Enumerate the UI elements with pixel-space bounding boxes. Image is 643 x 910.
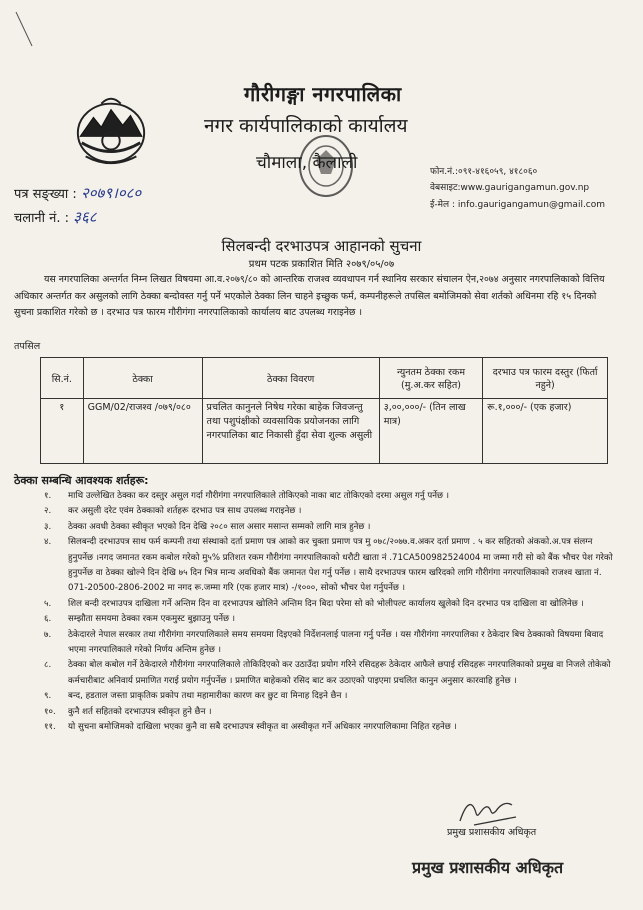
conditions-heading: ठेक्का सम्बन्धि आवश्यक शर्तहरू: [14, 474, 149, 487]
header-min-amount: न्युनतम ठेक्का रकम (मु.अ.कर सहित) [379, 358, 482, 399]
signatory-stamp: प्रमुख प्रशासकीय अधिकृत [412, 858, 564, 877]
header-contract: ठेक्का [83, 358, 202, 399]
office-place: चौमाला, कैलाली [256, 153, 358, 173]
patra-value: २०७९।०८० [80, 184, 142, 202]
item-number: ३. [44, 521, 52, 532]
item-text: कुनै शर्त सहितको दरभाउपत्र स्वीकृत हुने छैन । [68, 706, 212, 717]
table-header-row [41, 358, 608, 399]
item-text: ठेक्का अवधी ठेक्का स्वीकृत भएको दिन देखि २०८० साल असार मसान्त सम्मको लागि मात्र हुनेछ । [68, 521, 371, 532]
item-number: १. [44, 491, 52, 501]
tapsil-label: तपसिल [14, 341, 41, 352]
office-name: नगर कार्यपालिकाको कार्यालय [204, 115, 408, 137]
item-text: कर असुली दरेट एवंम ठेक्काको शर्तहरू दरभाउ पत्र साथ उपलब्ध गराइनेछ । [68, 506, 302, 517]
item-text: माथि उल्लेखित ठेक्का कर दस्तुर असुल गर्दा गौरीगंगा नगरपालिकाले तोकिएको नाका बाट तोकिएको दरमा असुल गर्नु पर्नेछ । [68, 491, 450, 501]
item-number: ६. [44, 614, 52, 625]
item-number: ५. [44, 598, 52, 609]
list-item [44, 520, 614, 535]
item-number: ९. [44, 691, 52, 702]
item-number: ७. [44, 629, 52, 640]
cell-fee: रू.१,०००/- (एक हजार) [483, 399, 608, 464]
header-form-fee: दरभाउ पत्र फारम दस्तुर (फिर्ता नहुने) [483, 358, 608, 399]
cell-sn: १ [41, 399, 84, 464]
list-item [44, 597, 614, 612]
chalani-number [14, 207, 97, 227]
item-number: ४. [44, 537, 52, 548]
cell-code: GGM/02/राजश्व /०७९/०८० [83, 399, 202, 464]
conditions-list [44, 489, 614, 736]
intro-paragraph: यस नगरपालिका अन्तर्गत निम्न लिखत विषयमा आ.व.२०७९/८० को आन्तरिक राजश्व व्यवधापन गर्न स्थानिय सरकार संचालन ऐन,२०७४ अनुसार नगरपालिकाको वित्तिय अधिकार अन्तर्गत कर असुलको लागि ठेक्का बन्दोवस्त गर्नु पर्ने भएकोले ठेक्का लिन चाहने इच्छुक फर्म, कम्पनीहरूले तपसिल बमोजिमको सेवा शर्तको अधिनमा रहि १५ दिनको सुचना प्रकाशित गरेको छ । दरभाउ पत्र फारम गौरीगंगा नगरपालिकाको कार्यालय बाट उपलब्ध गराइनेछ । [14, 274, 605, 319]
item-text: यो सुचना बमोजिमको दाखिला भएका कुनै वा सबै दरभाउपत्र स्वीकृत वा अस्वीकृत गर्ने अधिकार नगरपालिकामा निहित रहनेछ । [68, 722, 457, 733]
contact-website[interactable]: वेबसाइट:www.gaurigangamun.gov.np [430, 183, 590, 193]
chalani-value: ३६८ [73, 208, 97, 226]
item-number: २. [44, 506, 52, 517]
list-item [44, 720, 614, 735]
item-text: सम्झौता समयमा ठेक्का रकम एकमुस्ट बुझाउनु पर्नेछ । [68, 614, 236, 625]
table-row [41, 399, 608, 464]
chalani-label: चलानी नं. : [14, 211, 70, 226]
item-number: ११. [44, 722, 56, 733]
signature-icon [456, 795, 520, 829]
header-detail: ठेक्का विवरण [202, 358, 379, 399]
item-number: १०. [44, 706, 56, 717]
list-item [44, 628, 614, 659]
corner-mark [14, 10, 34, 50]
list-item [44, 612, 614, 627]
header-sn: सि.नं. [41, 358, 84, 399]
publish-date: प्रथम पटक प्रकाशित मिति २०७९/०५/०७ [248, 259, 395, 270]
item-text: सिलबन्दी दरभाउपत्र साथ फर्म कम्पनी तथा संस्थाको दर्ता प्रमाण पत्र आको कर चुक्ता प्रमाण पत्र मु ०७८/२०७७.व.अकर दर्ता प्रमाण . ५ कर सहितको अंकको.अ.पत्र संलग्न हुनुपर्नेछ ।नगद जमानत रकम कबोल गरेको मु५% प्रतिशत रकम गौरीगंगा नगरपालिकाको धरौटी खाता नं .71CA500982524004 मा जम्मा गरी सो को बैंक भौचर पेश गरेको हुनुपर्नेछ वा ठेक्का खोल्ने दिन देखि ७५ दिन भित्र मान्य अवधिको बैंक जमानत पेश गर्नु पर्नेछ । साथै दरभाउपत्र फारम खरिदको लागि गौरीगंगा नगरपालिकाको राजश्व खाता नं. 071-20500-2806-2002 मा नगद रू.जम्मा गरि (एक हजार मात्र) -/१०००, सोको भौचर पेश गर्नुपर्नेछ । [68, 537, 613, 594]
item-text: शिल बन्दी दरभाउपत्र दाखिला गर्ने अन्तिम दिन वा दरभाउपत्र खोलिने अन्तिम दिन बिदा परेमा सो को भोलीपल्ट कार्यालय खुलेको दिन दरभाउ पत्र दाखिला वा खोलिनेछ । [68, 598, 584, 609]
cell-amount: ३,००,०००/- (तिन लाख मात्र) [379, 399, 482, 464]
cell-detail: प्रचलित कानुनले निषेध गरेका बाहेक जिवजन्तु तथा पशुपंक्षीको व्यवसायिक प्रयोजनका लागि नगरपालिका बाट निकासी हुँदा सेवा शुल्क असुली [202, 399, 379, 464]
item-number: ८. [44, 660, 52, 671]
item-text: ठेकेदारले नेपाल सरकार तथा गौरीगंगा नगरपालिकाले समय समयमा दिइएको निर्देशनलाई पालना गर्नु पर्नेछ । यस गौरीगंगा नगरपालिका र ठेकेदार बिच ठेक्काको विषयमा बिवाद भएमा नगरपालिकाले गरेको निर्णय अन्तिम हुनेछ । [68, 629, 604, 656]
list-item [44, 705, 614, 720]
list-item [44, 689, 614, 704]
nepal-emblem-icon [72, 92, 150, 170]
list-item [44, 535, 614, 597]
signatory-title: प्रमुख प्रशासकीय अधिकृत [447, 827, 537, 838]
contact-email[interactable]: ई-मेल : info.gaurigangamun@gmail.com [430, 200, 606, 210]
patra-label: पत्र सङ्ख्या : [14, 187, 77, 202]
contract-table [40, 357, 608, 464]
item-text: ठेक्का बोल कबोल गर्ने ठेकेदारले गौरीगंगा नगरपालिकाले तोकिदिएको कर उठाउँदा प्रयोग गरिने रसिदहरू ठेकेदार आफैले छपाई रसिदहरू नगरपालिकाको प्रमुख वा निजले तोकेको कर्मचारीबाट अनिवार्य प्रमाणित गराई प्रयोग गर्नुपर्नेछ । प्रमाणित बाहेकको रसिद बाट कर उठाएको पाइएमा प्रचलित कानुन अनुसार कारवाहि हुनेछ । [68, 660, 611, 686]
list-item [44, 489, 614, 504]
list-item [44, 658, 614, 689]
item-text: बन्द, हडताल जस्ता प्राकृतिक प्रकोप तथा महामारीका कारण कर छुट वा मिनाह दिइने छैन । [68, 691, 348, 702]
notice-title: सिलबन्दी दरभाउपत्र आहानको सुचना [221, 237, 422, 255]
list-item [44, 504, 614, 519]
org-name: गौरीगङ्गा नगरपालिका [244, 82, 402, 106]
contact-phone: फोन.नं.:०९१-४१६०५९, ४१८०६० [430, 167, 538, 177]
patra-sankhya [14, 183, 141, 203]
